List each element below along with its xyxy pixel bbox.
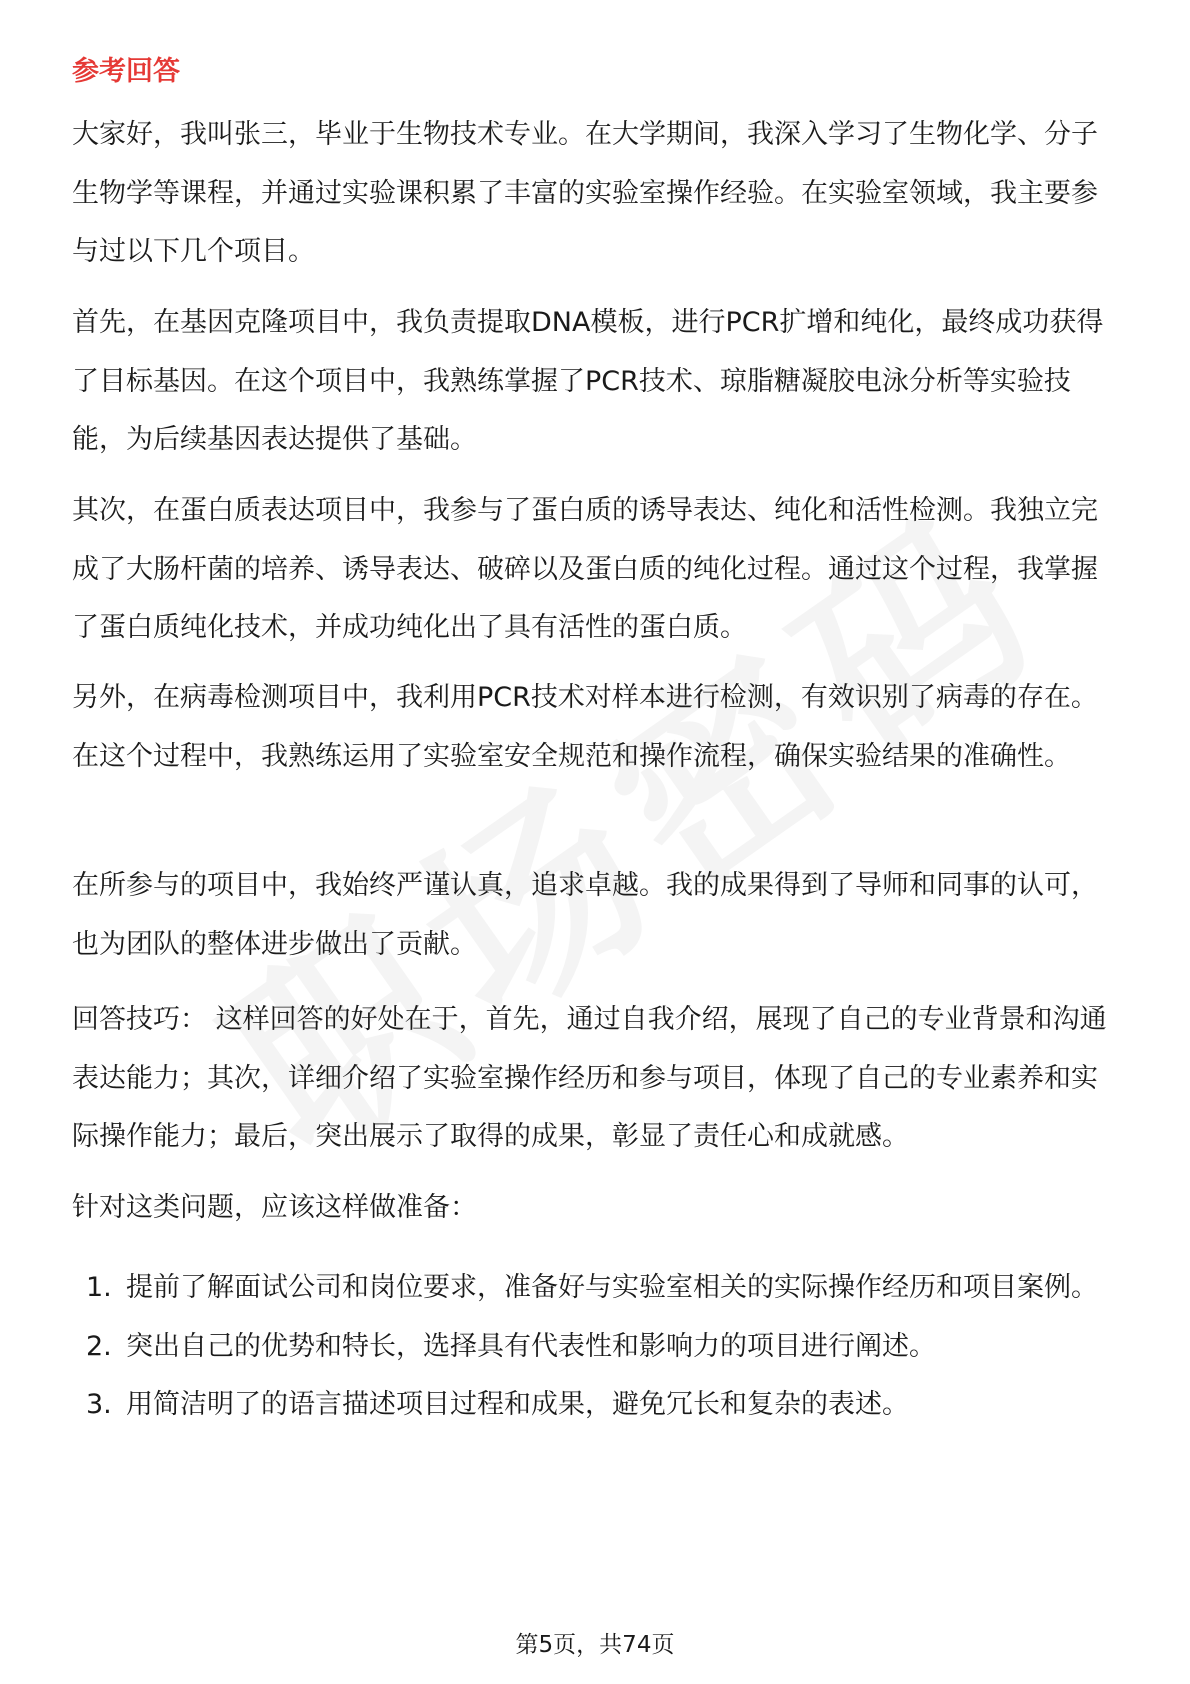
paragraph-summary: 在所参与的项目中，我始终严谨认真，追求卓越。我的成果得到了导师和同事的认可，也为团队的整体进步做出了贡献。 bbox=[72, 870, 1098, 960]
page-number-footer: 第5页，共74页 bbox=[515, 1632, 675, 1658]
list-item: 1. 提前了解面试公司和岗位要求，准备好与实验室相关的实际操作经历和项目案例。 bbox=[86, 1272, 1098, 1303]
paragraph-protein-expression: 其次，在蛋白质表达项目中，我参与了蛋白质的诱导表达、纯化和活性检测。我独立完成了大肠杆菌的培养、诱导表达、破碎以及蛋白质的纯化过程。通过这个过程，我掌握了蛋白质纯化技术，并成功纯化出了具有活性的蛋白质。 bbox=[72, 495, 1098, 643]
paragraph-answer-tips: 回答技巧： 这样回答的好处在于，首先，通过自我介绍，展现了自己的专业背景和沟通表达能力；其次，详细介绍了实验室操作经历和参与项目，体现了自己的专业素养和实际操作能力；最后，突出展示了取得的成果，彰显了责任心和成就感。 bbox=[72, 1004, 1107, 1152]
preparation-list bbox=[72, 1259, 1122, 1435]
paragraph-intro: 大家好，我叫张三，毕业于生物技术专业。在大学期间，我深入学习了生物化学、分子生物学等课程，并通过实验课积累了丰富的实验室操作经验。在实验室领域，我主要参与过以下几个项目。 bbox=[72, 119, 1098, 267]
list-item: 3. 用简洁明了的语言描述项目过程和成果，避免冗长和复杂的表述。 bbox=[86, 1389, 909, 1420]
paragraph-gene-cloning: 首先，在基因克隆项目中，我负责提取DNA模板，进行PCR扩增和纯化，最终成功获得了目标基因。在这个项目中，我熟练掌握了PCR技术、琼脂糖凝胶电泳分析等实验技能，为后续基因表达提供了基础。 bbox=[72, 307, 1104, 455]
paragraph-preparation-intro: 针对这类问题，应该这样做准备： bbox=[72, 1192, 477, 1223]
section-heading: 参考回答 bbox=[72, 56, 180, 87]
list-item: 2. 突出自己的优势和特长，选择具有代表性和影响力的项目进行阐述。 bbox=[86, 1330, 936, 1362]
paragraph-virus-detection: 另外，在病毒检测项目中，我利用PCR技术对样本进行检测，有效识别了病毒的存在。在这个过程中，我熟练运用了实验室安全规范和操作流程，确保实验结果的准确性。 bbox=[72, 682, 1098, 772]
